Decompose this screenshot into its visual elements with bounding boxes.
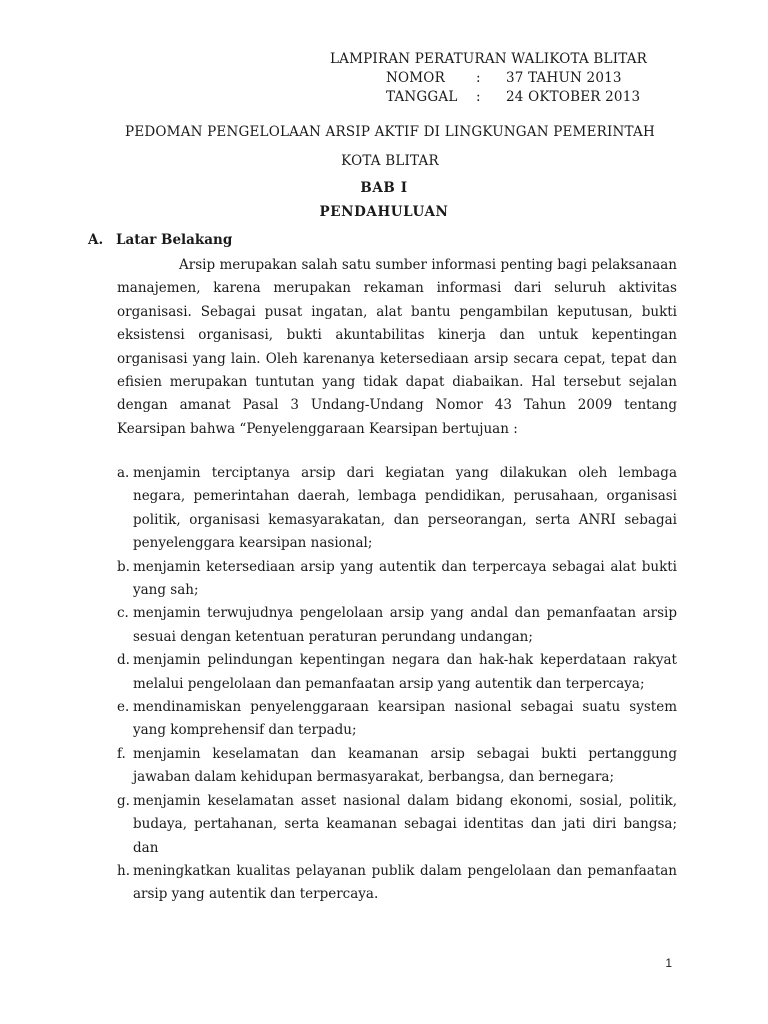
item-text: mendinamiskan penyelenggaraan kearsipan nasional sebagai suatu system yang komprehensif dan terpadu; bbox=[133, 699, 677, 739]
paragraph-text: Arsip merupakan salah satu sumber informasi penting bagi pelaksanaan manajemen, karena merupakan rekaman informasi dari seluruh aktivitas organisasi. Sebagai pusat ingatan, alat bantu pengambilan keputusan, bukti eksistensi organisasi, bukti akuntabilitas kinerja dan untuk kepentingan organisasi yang lain. Oleh karenanya ketersediaan arsip secara cepat, tepat dan efisien merupakan tuntutan yang tidak dapat diabaikan. Hal tersebut sejalan dengan amanat Pasal 3 Undang-Undang Nomor 43 Tahun 2009 tentang Kearsipan bahwa “Penyelenggaraan Kearsipan bertujuan : bbox=[117, 257, 677, 437]
page-number: 1 bbox=[665, 956, 672, 970]
list-item bbox=[117, 556, 677, 603]
item-marker: g. bbox=[117, 792, 130, 809]
list-item bbox=[117, 743, 677, 790]
item-text: menjamin keselamatan dan keamanan arsip sebagai bukti pertanggung jawaban dalam kehidupan bermasyarakat, berbangsa, dan bernegara; bbox=[133, 745, 677, 786]
item-text: meningkatkan kualitas pelayanan publik dalam pengelolaan dan pemanfaatan arsip yang autentik dan terpercaya. bbox=[133, 862, 677, 903]
section-heading bbox=[88, 232, 232, 248]
nomor-value: 37 TAHUN 2013 bbox=[506, 70, 622, 86]
list-item bbox=[117, 462, 677, 556]
list-item bbox=[117, 649, 677, 696]
list-item bbox=[117, 602, 677, 649]
item-marker: f. bbox=[117, 745, 126, 762]
document-title-line-1: PEDOMAN PENGELOLAAN ARSIP AKTIF DI LINGKUNGAN PEMERINTAH bbox=[125, 124, 655, 140]
chapter-number: BAB I bbox=[360, 180, 408, 196]
nomor-row bbox=[330, 69, 670, 88]
list-item bbox=[117, 860, 677, 907]
item-text: menjamin pelindungan kepentingan negara dan hak-hak keperdataan rakyat melalui pengelolaan dan pemanfaatan arsip yang autentik dan terpercaya; bbox=[133, 652, 677, 692]
tanggal-colon: : bbox=[476, 89, 481, 105]
nomor-label: NOMOR bbox=[386, 70, 445, 86]
item-text: menjamin terwujudnya pengelolaan arsip yang andal dan pemanfaatan arsip sesuai dengan ketentuan peraturan perundang undangan; bbox=[133, 605, 677, 645]
document-title-line-2: KOTA BLITAR bbox=[341, 153, 439, 169]
attachment-header bbox=[330, 50, 670, 107]
item-text: menjamin keselamatan asset nasional dalam bidang ekonomi, sosial, politik, budaya, pertahanan, serta keamanan sebagai identitas dan jati diri bangsa; dan bbox=[133, 792, 677, 856]
item-text: menjamin ketersediaan arsip yang autentik dan terpercaya sebagai alat bukti yang sah; bbox=[133, 558, 677, 599]
item-marker: d. bbox=[117, 652, 130, 669]
objectives-list bbox=[117, 462, 677, 907]
attachment-title: LAMPIRAN PERATURAN WALIKOTA BLITAR bbox=[330, 51, 648, 67]
chapter-title: PENDAHULUAN bbox=[319, 204, 449, 220]
tanggal-row bbox=[330, 88, 670, 107]
item-marker: b. bbox=[117, 558, 130, 575]
document-title bbox=[90, 118, 690, 176]
item-marker: a. bbox=[117, 465, 130, 481]
item-text: menjamin terciptanya arsip dari kegiatan yang dilakukan oleh lembaga negara, pemerintahan daerah, lembaga pendidikan, perusahaan, organisasi politik, organisasi kemasyarakatan, dan perseorangan, serta ANRI sebagai penyelenggara kearsipan nasional; bbox=[133, 465, 677, 552]
tanggal-label: TANGGAL bbox=[386, 89, 458, 105]
section-title: Latar Belakang bbox=[116, 232, 233, 248]
list-item bbox=[117, 790, 677, 860]
item-marker: c. bbox=[117, 605, 129, 622]
tanggal-value: 24 OKTOBER 2013 bbox=[506, 89, 641, 105]
body-paragraph bbox=[117, 254, 677, 441]
item-marker: e. bbox=[117, 699, 130, 716]
list-item bbox=[117, 696, 677, 743]
item-marker: h. bbox=[117, 862, 130, 879]
nomor-colon: : bbox=[476, 70, 481, 86]
section-letter: A. bbox=[88, 232, 104, 248]
